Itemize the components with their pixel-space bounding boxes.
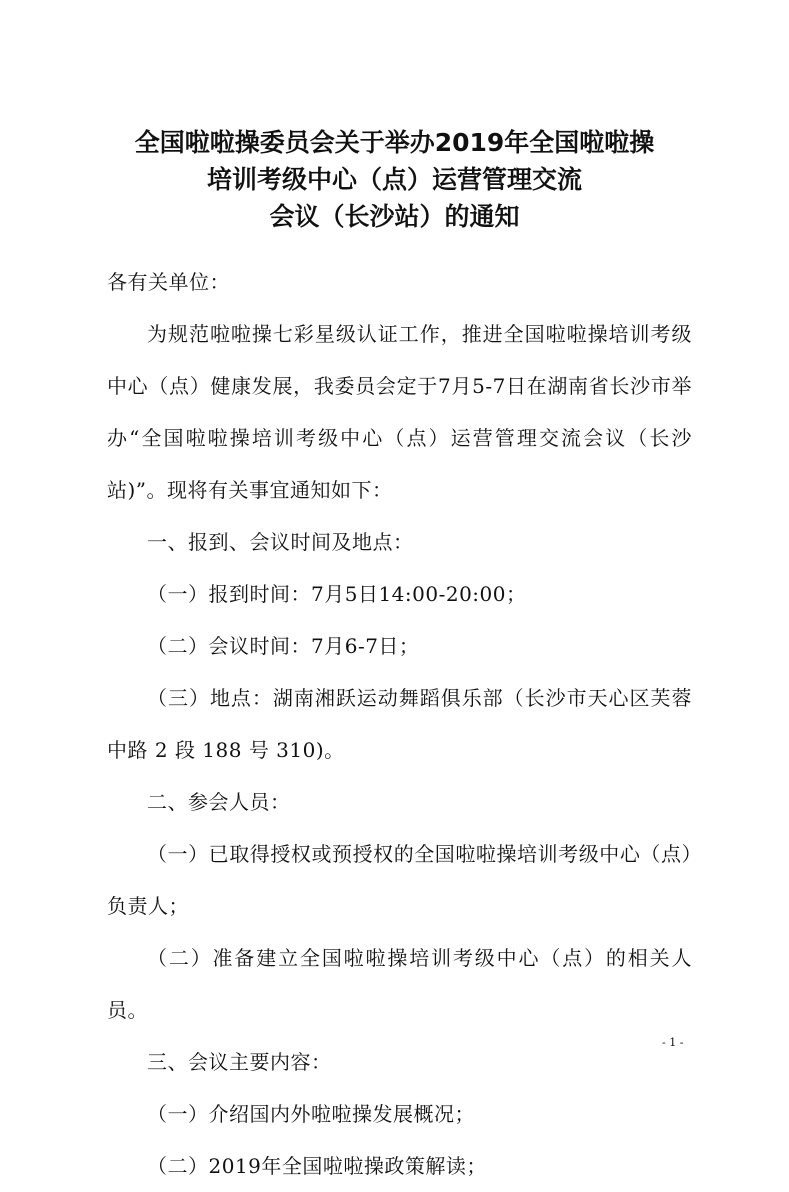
title-line-2: 培训考级中心（点）运营管理交流 [206, 165, 582, 194]
salutation: 各有关单位： [107, 270, 230, 294]
section-1-heading: 一、报到、会议时间及地点： [147, 530, 414, 554]
document-title [0, 124, 789, 235]
title-line-3: 会议（长沙站）的通知 [269, 202, 520, 231]
section-1-item-3: （三）地点：湖南湘跃运动舞蹈俱乐部（长沙市天心区芙蓉中路 2 段 188 号 310)。 [107, 686, 692, 762]
page-number: - 1 - [662, 1036, 684, 1049]
document-body [107, 256, 692, 1192]
section-2-item-2: （二）准备建立全国啦啦操培训考级中心（点）的相关人员。 [107, 946, 692, 1022]
section-2-heading: 二、参会人员： [147, 790, 291, 814]
title-line-1: 全国啦啦操委员会关于举办2019年全国啦啦操 [134, 128, 655, 157]
section-3-item-1: （一）介绍国内外啦啦操发展概况； [147, 1102, 475, 1126]
section-3-item-2: （二）2019年全国啦啦操政策解读； [147, 1154, 487, 1178]
section-3-heading: 三、会议主要内容： [147, 1050, 332, 1074]
intro-paragraph: 为规范啦啦操七彩星级认证工作，推进全国啦啦操培训考级中心（点）健康发展，我委员会定于7月5-7日在湖南省长沙市举办“全国啦啦操培训考级中心（点）运营管理交流会议（长沙站)”。现将有关事宜通知如下： [107, 322, 692, 502]
section-1-item-2: （二）会议时间：7月6-7日； [147, 634, 420, 658]
section-2-item-1: （一）已取得授权或预授权的全国啦啦操培训考级中心（点）负责人； [107, 842, 692, 918]
section-1-item-1: （一）报到时间：7月5日14:00-20:00； [147, 582, 527, 606]
